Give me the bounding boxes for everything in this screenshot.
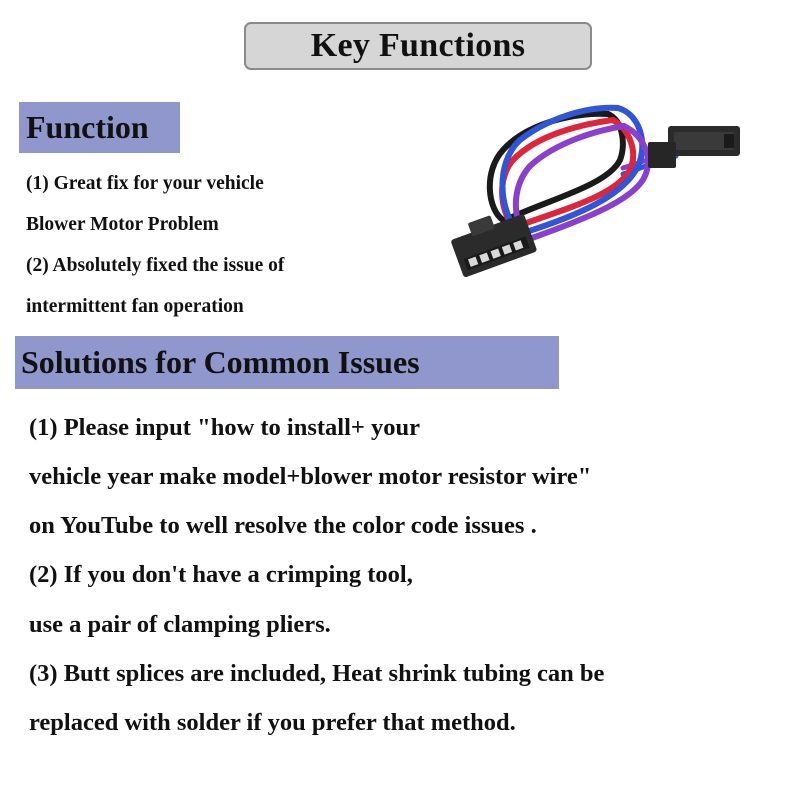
function-line-3: (2) Absolutely fixed the issue of <box>26 255 285 276</box>
function-line-2: Blower Motor Problem <box>26 214 219 235</box>
function-heading: Function <box>26 109 149 145</box>
solutions-heading: Solutions for Common Issues <box>21 344 420 380</box>
solution-line-5: use a pair of clamping pliers. <box>29 611 331 638</box>
function-heading-bar <box>19 102 180 153</box>
solution-line-4: (2) If you don't have a crimping tool, <box>29 561 413 588</box>
solutions-heading-bar <box>15 336 559 389</box>
solution-line-7: replaced with solder if you prefer that method. <box>29 709 516 736</box>
function-line-4: intermittent fan operation <box>26 296 244 317</box>
solution-line-1: (1) Please input "how to install+ your <box>29 414 420 441</box>
solution-line-3: on YouTube to well resolve the color code issues . <box>29 512 537 539</box>
page-title: Key Functions <box>310 27 526 64</box>
wiring-harness-icon <box>448 100 758 300</box>
title-box <box>244 22 592 70</box>
function-line-1: (1) Great fix for your vehicle <box>26 173 264 194</box>
solution-line-2: vehicle year make model+blower motor resistor wire" <box>29 463 592 490</box>
solution-line-6: (3) Butt splices are included, Heat shrink tubing can be <box>29 660 605 687</box>
